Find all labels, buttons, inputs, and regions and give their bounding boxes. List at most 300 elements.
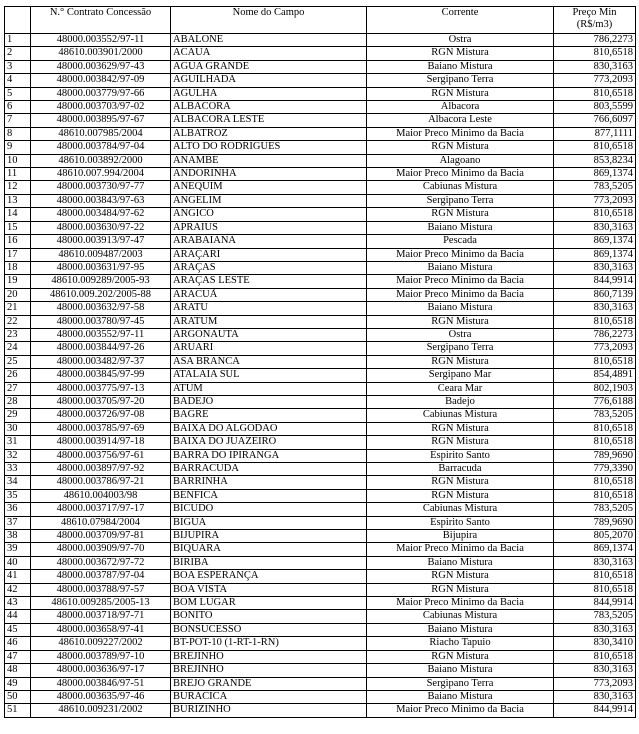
stream-name: Badejo	[367, 395, 554, 408]
contract-number: 48000.003787/97-04	[31, 570, 171, 583]
contract-number: 48000.003636/97-17	[31, 664, 171, 677]
table-row	[5, 395, 636, 408]
row-number: 37	[5, 516, 31, 529]
stream-name: RGN Mistura	[367, 141, 554, 154]
stream-name: Alagoano	[367, 154, 554, 167]
table-row	[5, 34, 636, 47]
field-name: ANGELIM	[171, 194, 367, 207]
min-price: 877,1111	[554, 127, 636, 140]
stream-name: Maior Preco Minimo da Bacia	[367, 704, 554, 717]
field-name: AGUA GRANDE	[171, 60, 367, 73]
stream-name: Espirito Santo	[367, 516, 554, 529]
min-price: 773,2093	[554, 677, 636, 690]
contract-number: 48000.003845/97-99	[31, 369, 171, 382]
stream-name: Baiano Mistura	[367, 302, 554, 315]
table-row	[5, 543, 636, 556]
row-number: 19	[5, 275, 31, 288]
stream-name: Ostra	[367, 34, 554, 47]
header-min-price-line1: Preço Min	[572, 7, 617, 18]
stream-name: RGN Mistura	[367, 583, 554, 596]
min-price: 830,3163	[554, 664, 636, 677]
stream-name: Baiano Mistura	[367, 690, 554, 703]
min-price: 830,3163	[554, 556, 636, 569]
field-name: BAIXA DO JUAZEIRO	[171, 436, 367, 449]
row-number: 1	[5, 34, 31, 47]
field-name: ARUARI	[171, 342, 367, 355]
min-price: 830,3163	[554, 690, 636, 703]
table-row	[5, 530, 636, 543]
min-price: 869,1374	[554, 543, 636, 556]
contract-number: 48000.003756/97-61	[31, 449, 171, 462]
stream-name: Cabiunas Mistura	[367, 409, 554, 422]
row-number: 10	[5, 154, 31, 167]
row-number: 34	[5, 476, 31, 489]
contract-number: 48000.003895/97-67	[31, 114, 171, 127]
table-row	[5, 168, 636, 181]
stream-name: Sergipano Terra	[367, 342, 554, 355]
contract-number: 48610.009285/2005-13	[31, 597, 171, 610]
stream-name: RGN Mistura	[367, 489, 554, 502]
table-row	[5, 449, 636, 462]
stream-name: RGN Mistura	[367, 476, 554, 489]
contract-number: 48610.007.994/2004	[31, 168, 171, 181]
row-number: 45	[5, 623, 31, 636]
contract-number: 48000.003709/97-81	[31, 530, 171, 543]
stream-name: Espirito Santo	[367, 449, 554, 462]
row-number: 4	[5, 74, 31, 87]
stream-name: Riacho Tapuio	[367, 637, 554, 650]
contract-number: 48610.009487/2003	[31, 248, 171, 261]
table-row	[5, 288, 636, 301]
table-row	[5, 221, 636, 234]
contract-number: 48610.007985/2004	[31, 127, 171, 140]
field-name: BIJUPIRA	[171, 530, 367, 543]
min-price: 773,2093	[554, 194, 636, 207]
field-name: BONITO	[171, 610, 367, 623]
min-price: 844,9914	[554, 275, 636, 288]
min-price: 810,6518	[554, 436, 636, 449]
table-row	[5, 74, 636, 87]
stream-name: Ostra	[367, 328, 554, 341]
row-number: 26	[5, 369, 31, 382]
field-name: BURIZINHO	[171, 704, 367, 717]
contract-number: 48610.004003/98	[31, 489, 171, 502]
stream-name: RGN Mistura	[367, 315, 554, 328]
table-row	[5, 275, 636, 288]
field-name: ASA BRANCA	[171, 355, 367, 368]
row-number: 6	[5, 101, 31, 114]
min-price: 810,6518	[554, 489, 636, 502]
field-name: ARABAIANA	[171, 235, 367, 248]
min-price: 805,2070	[554, 530, 636, 543]
field-name: ATALAIA SUL	[171, 369, 367, 382]
min-price: 810,6518	[554, 47, 636, 60]
row-number: 12	[5, 181, 31, 194]
field-name: BADEJO	[171, 395, 367, 408]
row-number: 29	[5, 409, 31, 422]
row-number: 42	[5, 583, 31, 596]
row-number: 17	[5, 248, 31, 261]
field-name: ARAÇAS LESTE	[171, 275, 367, 288]
row-number: 9	[5, 141, 31, 154]
stream-name: Cabiunas Mistura	[367, 181, 554, 194]
contract-number: 48000.003632/97-58	[31, 302, 171, 315]
min-price: 810,6518	[554, 570, 636, 583]
field-name: ARGONAUTA	[171, 328, 367, 341]
min-price: 810,6518	[554, 650, 636, 663]
row-number: 41	[5, 570, 31, 583]
table-row	[5, 60, 636, 73]
contract-number: 48000.003784/97-04	[31, 141, 171, 154]
price-table	[4, 6, 636, 718]
stream-name: Maior Preco Minimo da Bacia	[367, 543, 554, 556]
contract-number: 48000.003843/97-63	[31, 194, 171, 207]
field-name: ANDORINHA	[171, 168, 367, 181]
field-name: ATUM	[171, 382, 367, 395]
contract-number: 48000.003844/97-26	[31, 342, 171, 355]
contract-number: 48000.003789/97-10	[31, 650, 171, 663]
table-row	[5, 704, 636, 717]
table-row	[5, 650, 636, 663]
field-name: ANEQUIM	[171, 181, 367, 194]
min-price: 776,6188	[554, 395, 636, 408]
row-number: 27	[5, 382, 31, 395]
field-name: ALBACORA	[171, 101, 367, 114]
header-min-price	[554, 7, 636, 34]
min-price: 844,9914	[554, 704, 636, 717]
row-number: 40	[5, 556, 31, 569]
table-row	[5, 489, 636, 502]
min-price: 860,7139	[554, 288, 636, 301]
contract-number: 48610.003901/2000	[31, 47, 171, 60]
contract-number: 48000.003484/97-62	[31, 208, 171, 221]
row-number: 28	[5, 395, 31, 408]
contract-number: 48000.003786/97-21	[31, 476, 171, 489]
min-price: 802,1903	[554, 382, 636, 395]
field-name: BT-POT-10 (1-RT-1-RN)	[171, 637, 367, 650]
header-field-name: Nome do Campo	[171, 7, 367, 34]
stream-name: Sergipano Terra	[367, 74, 554, 87]
table-row	[5, 369, 636, 382]
table-row	[5, 47, 636, 60]
row-number: 25	[5, 355, 31, 368]
min-price: 779,3390	[554, 463, 636, 476]
table-row	[5, 328, 636, 341]
contract-number: 48610.009289/2005-93	[31, 275, 171, 288]
row-number: 44	[5, 610, 31, 623]
stream-name: Sergipano Terra	[367, 677, 554, 690]
min-price: 830,3163	[554, 221, 636, 234]
stream-name: Maior Preco Minimo da Bacia	[367, 275, 554, 288]
stream-name: RGN Mistura	[367, 422, 554, 435]
field-name: BIQUARA	[171, 543, 367, 556]
min-price: 773,2093	[554, 342, 636, 355]
min-price: 766,6097	[554, 114, 636, 127]
stream-name: RGN Mistura	[367, 87, 554, 100]
row-number: 5	[5, 87, 31, 100]
row-number: 47	[5, 650, 31, 663]
stream-name: Cabiunas Mistura	[367, 503, 554, 516]
table-row	[5, 141, 636, 154]
row-number: 48	[5, 664, 31, 677]
min-price: 783,5205	[554, 610, 636, 623]
min-price: 810,6518	[554, 583, 636, 596]
row-number: 2	[5, 47, 31, 60]
contract-number: 48610.009231/2002	[31, 704, 171, 717]
min-price: 786,2273	[554, 34, 636, 47]
row-number: 35	[5, 489, 31, 502]
table-row	[5, 342, 636, 355]
row-number: 18	[5, 261, 31, 274]
field-name: BENFICA	[171, 489, 367, 502]
field-name: ALBATROZ	[171, 127, 367, 140]
field-name: BARRA DO IPIRANGA	[171, 449, 367, 462]
table-row	[5, 261, 636, 274]
min-price: 830,3163	[554, 302, 636, 315]
row-number: 13	[5, 194, 31, 207]
field-name: BURACICA	[171, 690, 367, 703]
min-price: 786,2273	[554, 328, 636, 341]
row-number: 20	[5, 288, 31, 301]
row-number: 30	[5, 422, 31, 435]
row-number: 16	[5, 235, 31, 248]
table-row	[5, 677, 636, 690]
field-name: BAIXA DO ALGODAO	[171, 422, 367, 435]
field-name: ARAÇARI	[171, 248, 367, 261]
contract-number: 48000.003658/97-41	[31, 623, 171, 636]
min-price: 810,6518	[554, 315, 636, 328]
table-row	[5, 597, 636, 610]
min-price: 869,1374	[554, 168, 636, 181]
min-price: 789,9690	[554, 516, 636, 529]
row-number: 3	[5, 60, 31, 73]
table-row	[5, 476, 636, 489]
stream-name: Barracuda	[367, 463, 554, 476]
stream-name: Baiano Mistura	[367, 221, 554, 234]
contract-number: 48610.07984/2004	[31, 516, 171, 529]
stream-name: Baiano Mistura	[367, 261, 554, 274]
field-name: AGULHA	[171, 87, 367, 100]
field-name: BIGUA	[171, 516, 367, 529]
min-price: 844,9914	[554, 597, 636, 610]
min-price: 810,6518	[554, 141, 636, 154]
contract-number: 48000.003775/97-13	[31, 382, 171, 395]
table-row	[5, 436, 636, 449]
min-price: 783,5205	[554, 503, 636, 516]
table-row	[5, 87, 636, 100]
table-row	[5, 409, 636, 422]
stream-name: Baiano Mistura	[367, 623, 554, 636]
contract-number: 48000.003914/97-18	[31, 436, 171, 449]
row-number: 7	[5, 114, 31, 127]
stream-name: Sergipano Mar	[367, 369, 554, 382]
row-number: 33	[5, 463, 31, 476]
table-row	[5, 623, 636, 636]
stream-name: RGN Mistura	[367, 355, 554, 368]
field-name: BAGRE	[171, 409, 367, 422]
field-name: ABALONE	[171, 34, 367, 47]
table-row	[5, 355, 636, 368]
contract-number: 48000.003672/97-72	[31, 556, 171, 569]
stream-name: Albacora Leste	[367, 114, 554, 127]
min-price: 810,6518	[554, 355, 636, 368]
field-name: BIRIBA	[171, 556, 367, 569]
stream-name: RGN Mistura	[367, 47, 554, 60]
stream-name: Ceara Mar	[367, 382, 554, 395]
table-row	[5, 382, 636, 395]
stream-name: RGN Mistura	[367, 570, 554, 583]
contract-number: 48000.003909/97-70	[31, 543, 171, 556]
table-row	[5, 422, 636, 435]
min-price: 853,8234	[554, 154, 636, 167]
field-name: BOM LUGAR	[171, 597, 367, 610]
field-name: BONSUCESSO	[171, 623, 367, 636]
table-header-row	[5, 7, 636, 34]
field-name: ARATU	[171, 302, 367, 315]
field-name: ARATUM	[171, 315, 367, 328]
field-name: ANGICO	[171, 208, 367, 221]
min-price: 783,5205	[554, 181, 636, 194]
field-name: BARRACUDA	[171, 463, 367, 476]
table-row	[5, 194, 636, 207]
contract-number: 48000.003788/97-57	[31, 583, 171, 596]
stream-name: Maior Preco Minimo da Bacia	[367, 248, 554, 261]
contract-number: 48000.003635/97-46	[31, 690, 171, 703]
field-name: ACAUA	[171, 47, 367, 60]
table-row	[5, 154, 636, 167]
min-price: 854,4891	[554, 369, 636, 382]
table-row	[5, 503, 636, 516]
table-row	[5, 463, 636, 476]
row-number: 23	[5, 328, 31, 341]
stream-name: Baiano Mistura	[367, 664, 554, 677]
contract-number: 48000.003779/97-66	[31, 87, 171, 100]
contract-number: 48000.003705/97-20	[31, 395, 171, 408]
min-price: 810,6518	[554, 476, 636, 489]
contract-number: 48000.003842/97-09	[31, 74, 171, 87]
row-number: 14	[5, 208, 31, 221]
row-number: 43	[5, 597, 31, 610]
table-row	[5, 637, 636, 650]
contract-number: 48000.003897/97-92	[31, 463, 171, 476]
contract-number: 48000.003482/97-37	[31, 355, 171, 368]
stream-name: Maior Preco Minimo da Bacia	[367, 127, 554, 140]
row-number: 38	[5, 530, 31, 543]
stream-name: Baiano Mistura	[367, 60, 554, 73]
field-name: BARRINHA	[171, 476, 367, 489]
table-row	[5, 516, 636, 529]
field-name: ANAMBE	[171, 154, 367, 167]
field-name: BOA VISTA	[171, 583, 367, 596]
contract-number: 48000.003717/97-17	[31, 503, 171, 516]
row-number: 32	[5, 449, 31, 462]
table-row	[5, 610, 636, 623]
contract-number: 48000.003552/97-11	[31, 328, 171, 341]
min-price: 789,9690	[554, 449, 636, 462]
table-row	[5, 235, 636, 248]
contract-number: 48000.003630/97-22	[31, 221, 171, 234]
contract-number: 48000.003703/97-02	[31, 101, 171, 114]
field-name: BICUDO	[171, 503, 367, 516]
contract-number: 48610.009.202/2005-88	[31, 288, 171, 301]
contract-number: 48000.003631/97-95	[31, 261, 171, 274]
min-price: 869,1374	[554, 235, 636, 248]
min-price: 869,1374	[554, 248, 636, 261]
stream-name: Maior Preco Minimo da Bacia	[367, 288, 554, 301]
header-contract: N.° Contrato Concessão	[31, 7, 171, 34]
field-name: ARACUÃ	[171, 288, 367, 301]
stream-name: Cabiunas Mistura	[367, 610, 554, 623]
stream-name: Baiano Mistura	[367, 556, 554, 569]
field-name: BREJINHO	[171, 650, 367, 663]
row-number: 50	[5, 690, 31, 703]
field-name: BREJO GRANDE	[171, 677, 367, 690]
stream-name: Pescada	[367, 235, 554, 248]
field-name: APRAIUS	[171, 221, 367, 234]
stream-name: Sergipano Terra	[367, 194, 554, 207]
min-price: 810,6518	[554, 208, 636, 221]
table-row	[5, 690, 636, 703]
field-name: BOA ESPERANÇA	[171, 570, 367, 583]
contract-number: 48000.003718/97-71	[31, 610, 171, 623]
stream-name: RGN Mistura	[367, 208, 554, 221]
stream-name: Maior Preco Minimo da Bacia	[367, 168, 554, 181]
table-row	[5, 181, 636, 194]
contract-number: 48000.003846/97-51	[31, 677, 171, 690]
contract-number: 48000.003785/97-69	[31, 422, 171, 435]
field-name: BREJINHO	[171, 664, 367, 677]
min-price: 830,3163	[554, 60, 636, 73]
contract-number: 48610.009227/2002	[31, 637, 171, 650]
table-body	[5, 34, 636, 718]
table-row	[5, 208, 636, 221]
min-price: 830,3163	[554, 261, 636, 274]
table-row	[5, 127, 636, 140]
table-row	[5, 315, 636, 328]
row-number: 11	[5, 168, 31, 181]
table-row	[5, 570, 636, 583]
row-number: 15	[5, 221, 31, 234]
row-number: 21	[5, 302, 31, 315]
row-number: 46	[5, 637, 31, 650]
table-row	[5, 248, 636, 261]
table-row	[5, 302, 636, 315]
field-name: ARAÇAS	[171, 261, 367, 274]
header-min-price-line2: (R$/m3)	[576, 19, 613, 30]
stream-name: RGN Mistura	[367, 436, 554, 449]
min-price: 810,6518	[554, 87, 636, 100]
contract-number: 48610.003892/2000	[31, 154, 171, 167]
table-row	[5, 664, 636, 677]
row-number: 24	[5, 342, 31, 355]
row-number: 22	[5, 315, 31, 328]
min-price: 773,2093	[554, 74, 636, 87]
contract-number: 48000.003726/97-08	[31, 409, 171, 422]
header-number	[5, 7, 31, 34]
min-price: 830,3410	[554, 637, 636, 650]
table-row	[5, 583, 636, 596]
min-price: 830,3163	[554, 623, 636, 636]
row-number: 8	[5, 127, 31, 140]
field-name: AGUILHADA	[171, 74, 367, 87]
min-price: 810,6518	[554, 422, 636, 435]
contract-number: 48000.003730/97-77	[31, 181, 171, 194]
field-name: ALTO DO RODRIGUES	[171, 141, 367, 154]
contract-number: 48000.003552/97-11	[31, 34, 171, 47]
min-price: 803,5599	[554, 101, 636, 114]
stream-name: Maior Preco Minimo da Bacia	[367, 597, 554, 610]
stream-name: RGN Mistura	[367, 650, 554, 663]
